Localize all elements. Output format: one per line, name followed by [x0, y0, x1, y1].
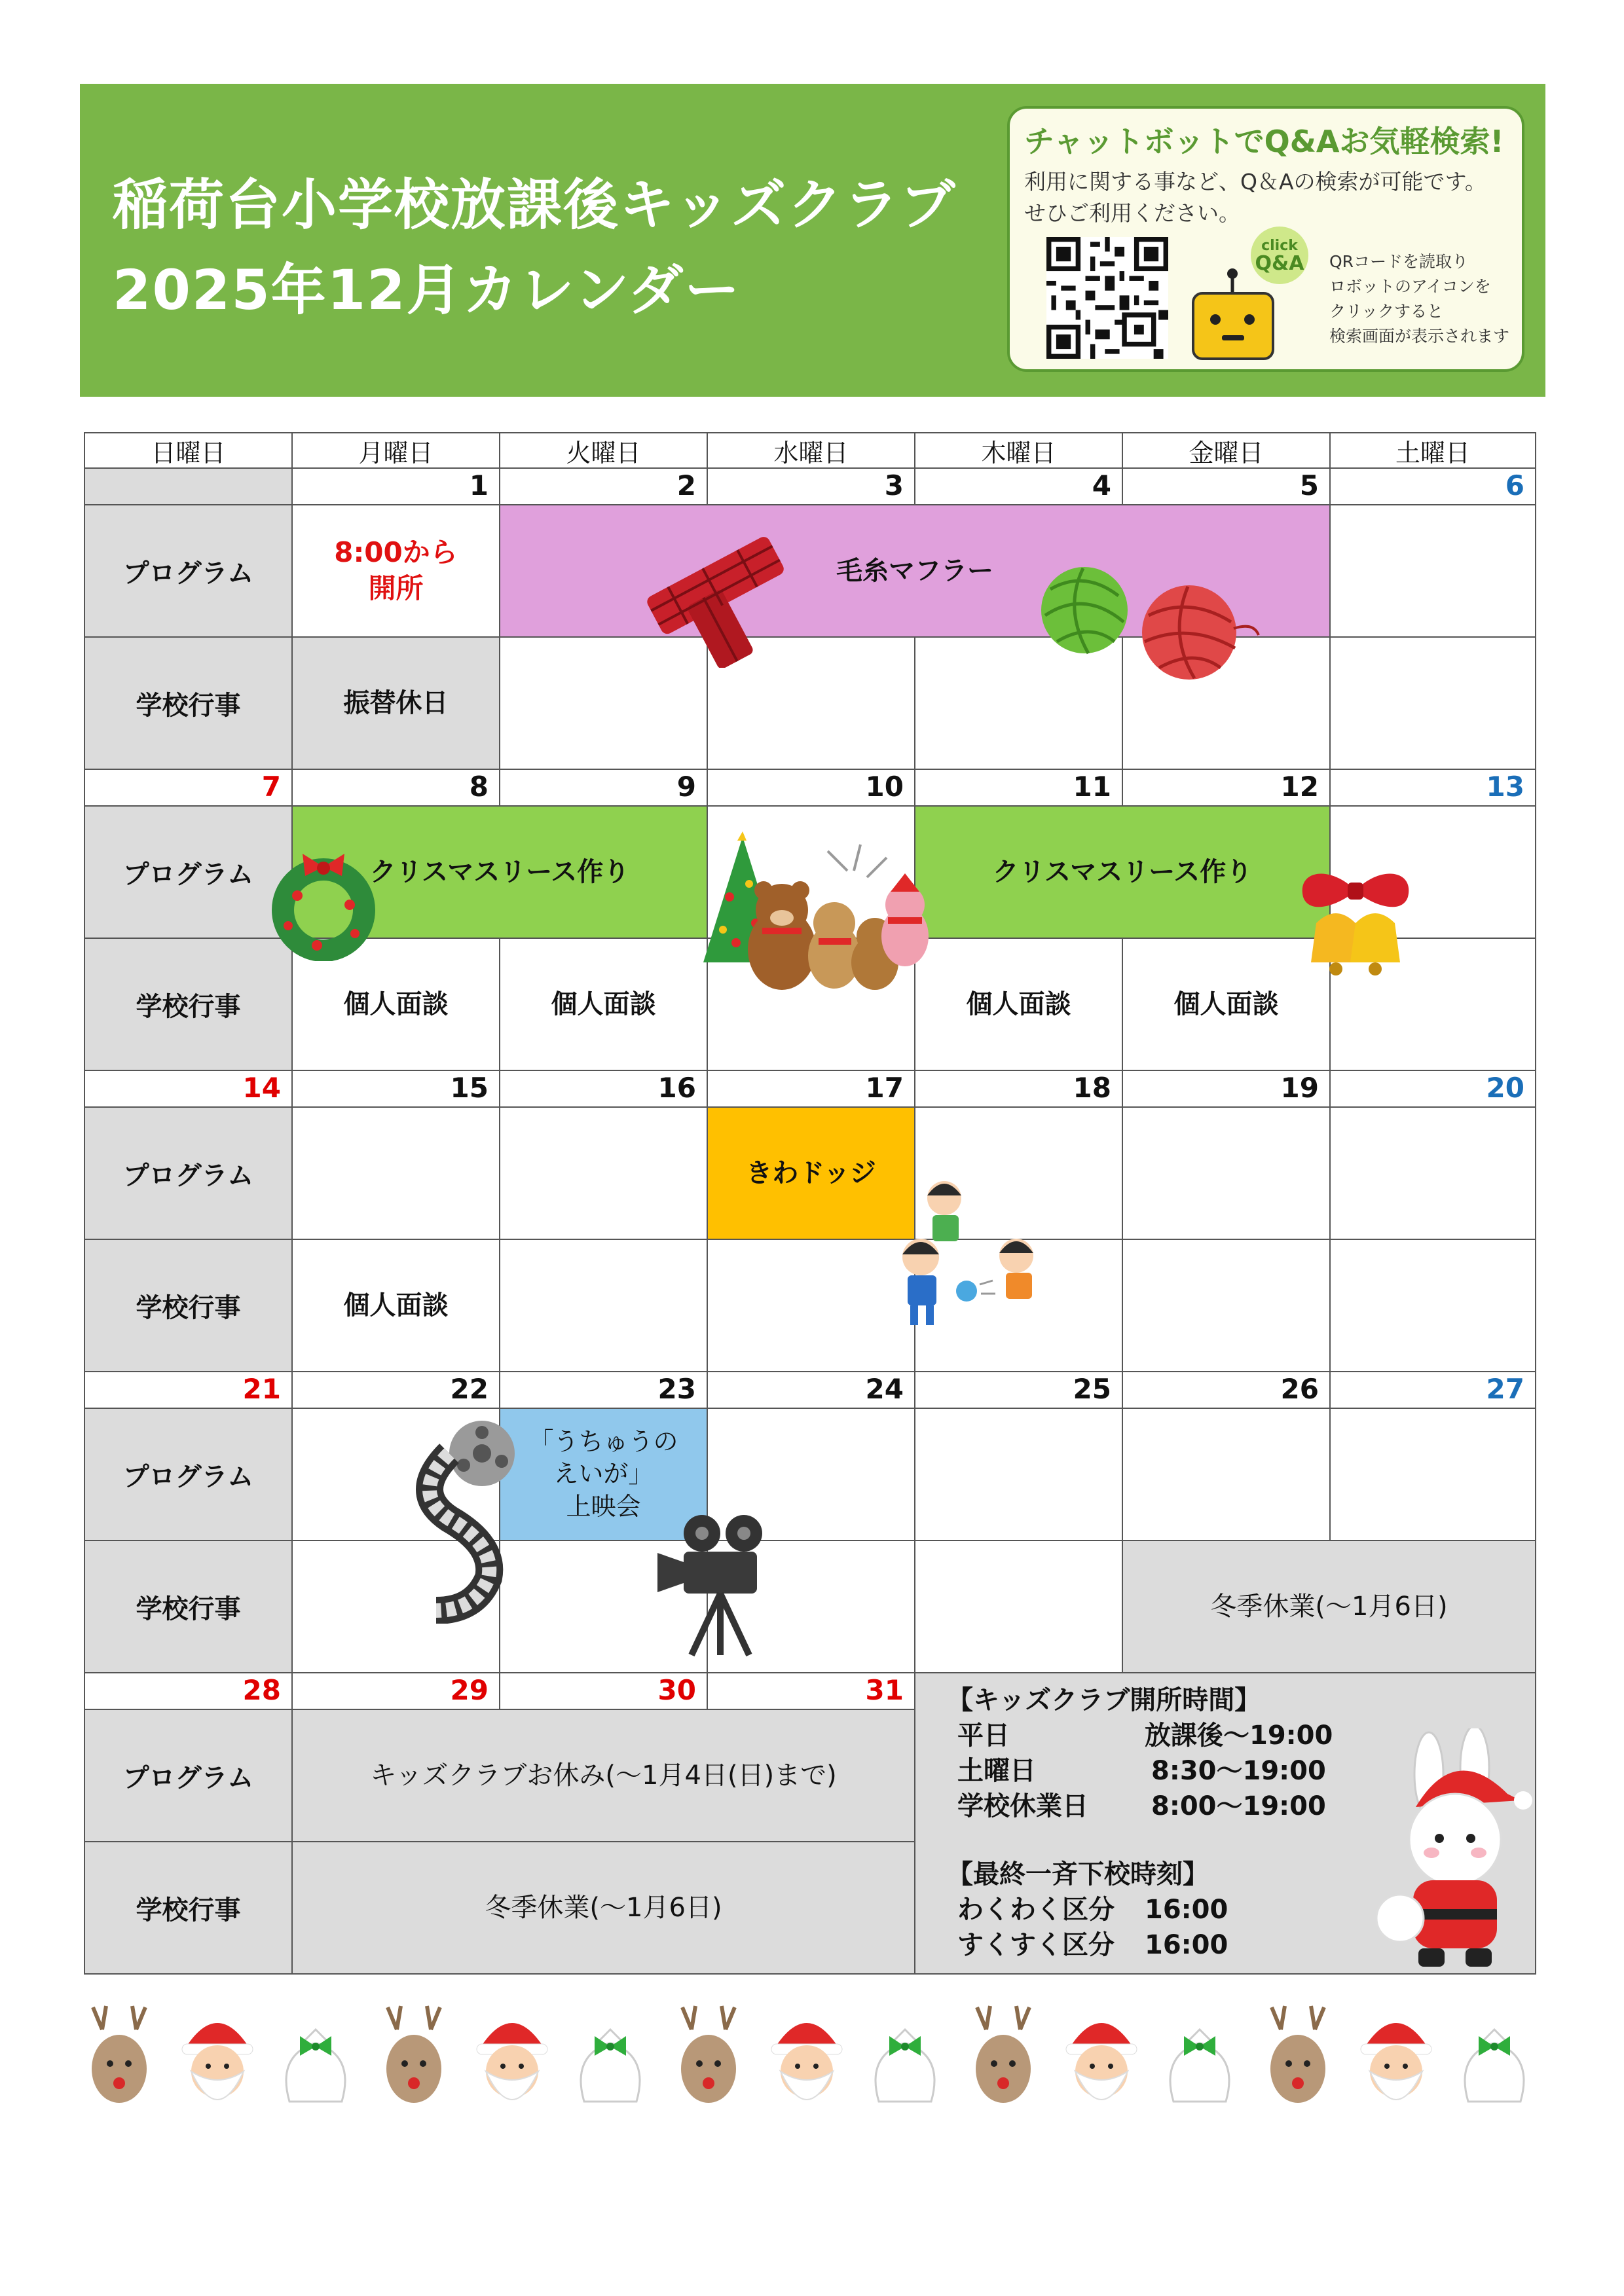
event-interview: 個人面談	[291, 938, 500, 1071]
dismissal-value-sukusuku: 16:00	[1145, 1930, 1228, 1960]
date-5: 5	[1122, 467, 1331, 505]
row-label-school: 学校行事	[84, 1540, 293, 1673]
date-27: 27	[1329, 1371, 1536, 1409]
movie-camera-icon	[652, 1514, 783, 1658]
date-1: 1	[291, 467, 500, 505]
date-24: 24	[707, 1371, 915, 1409]
school-cell-empty	[707, 1239, 915, 1372]
event-interview: 個人面談	[499, 938, 708, 1071]
program-cell-empty	[1329, 1408, 1536, 1541]
date-17: 17	[707, 1070, 915, 1108]
footer-decoration	[80, 2003, 1534, 2115]
scarf-icon	[646, 524, 796, 668]
school-cell-empty	[1122, 1239, 1331, 1372]
event-substitute-holiday: 振替休日	[291, 636, 500, 770]
chatbot-heading: チャットボットでQ&Aお気軽検索!	[1024, 124, 1504, 159]
hours-value-saturday: 8:30〜19:00	[1151, 1756, 1326, 1786]
chatbot-info-box	[1007, 106, 1524, 372]
dodgeball-kids-icon	[895, 1172, 1071, 1336]
date-11: 11	[914, 769, 1123, 807]
event-interview: 個人面談	[291, 1239, 500, 1372]
date-23: 23	[499, 1371, 708, 1409]
header-banner	[80, 84, 1545, 397]
event-movie-screening: 「うちゅうの えいが」 上映会	[499, 1408, 708, 1541]
weekday-tue: 火曜日	[499, 432, 708, 469]
robot-icon[interactable]	[1181, 223, 1325, 365]
reindeer-icon	[92, 2006, 147, 2103]
program-cell-empty	[1122, 1106, 1331, 1240]
date-31: 31	[707, 1672, 915, 1710]
row-label-school: 学校行事	[84, 636, 293, 770]
event-interview: 個人面談	[914, 938, 1123, 1071]
program-cell-empty	[1329, 1106, 1536, 1240]
chatbot-note-2: ロボットのアイコンを	[1329, 277, 1491, 296]
date-14: 14	[84, 1070, 293, 1108]
weekday-fri: 金曜日	[1122, 432, 1331, 469]
date-3: 3	[707, 467, 915, 505]
dismissal-label-wakuwaku: わくわく区分	[957, 1895, 1115, 1925]
weekday-wed: 水曜日	[707, 432, 915, 469]
present-bag-icon	[286, 2030, 345, 2102]
event-winter-break: 冬季休業(〜1月6日)	[1122, 1540, 1536, 1673]
row-label-school: 学校行事	[84, 1841, 293, 1975]
chatbot-note-3: クリックすると	[1329, 302, 1444, 321]
row-label-program: プログラム	[84, 504, 293, 638]
page-title-line2: 2025年12月カレンダー	[113, 258, 741, 322]
date-30: 30	[499, 1672, 708, 1710]
school-cell-empty	[914, 1540, 1123, 1673]
hours-label-school-holiday: 学校休業日	[957, 1791, 1088, 1821]
dismissal-value-wakuwaku: 16:00	[1145, 1895, 1228, 1925]
qr-code-icon[interactable]	[1046, 237, 1168, 359]
row-label-program: プログラム	[84, 1709, 293, 1842]
weekday-mon: 月曜日	[291, 432, 500, 469]
date-22: 22	[291, 1371, 500, 1409]
event-muffler: 毛糸マフラー	[499, 504, 1331, 638]
row-label-school: 学校行事	[84, 1239, 293, 1372]
hours-label-saturday: 土曜日	[957, 1756, 1036, 1786]
hours-value-school-holiday: 8:00〜19:00	[1151, 1791, 1326, 1821]
event-dodgeball: きわドッジ	[707, 1106, 915, 1240]
event-winter-break: 冬季休業(〜1月6日)	[291, 1841, 915, 1975]
date-20: 20	[1329, 1070, 1536, 1108]
date-18: 18	[914, 1070, 1123, 1108]
event-wreath-making: クリスマスリース作り	[291, 805, 708, 939]
bell-ribbon-icon	[1290, 864, 1421, 989]
film-reel-icon	[410, 1414, 541, 1624]
weekday-thu: 木曜日	[914, 432, 1123, 469]
svg-text:Q&A: Q&A	[1255, 252, 1304, 275]
santa-face-icon	[182, 2023, 253, 2100]
date-4: 4	[914, 467, 1123, 505]
hours-label-weekday: 平日	[957, 1721, 1010, 1751]
date-28: 28	[84, 1672, 293, 1710]
weekday-sat: 土曜日	[1329, 432, 1536, 469]
date-6: 6	[1329, 467, 1536, 505]
chatbot-desc-line1: 利用に関する事など、Q＆Aの検索が可能です。	[1024, 169, 1486, 194]
row-label-program: プログラム	[84, 1106, 293, 1240]
row-label-program: プログラム	[84, 805, 293, 939]
chatbot-desc-line2: せひご利用ください。	[1024, 200, 1240, 226]
date-25: 25	[914, 1371, 1123, 1409]
date-7: 7	[84, 769, 293, 807]
date-cell-empty	[84, 467, 293, 505]
date-15: 15	[291, 1070, 500, 1108]
date-2: 2	[499, 467, 708, 505]
school-cell-empty	[1329, 636, 1536, 770]
svg-text:click: click	[1261, 238, 1298, 254]
chatbot-note-4: 検索画面が表示されます	[1329, 327, 1510, 346]
date-26: 26	[1122, 1371, 1331, 1409]
chatbot-note-1: QRコードを読取り	[1329, 252, 1469, 271]
program-cell-empty	[1122, 1408, 1331, 1541]
page-title-line1: 稲荷台小学校放課後キッズクラブ	[113, 173, 957, 237]
school-cell-empty	[1329, 1239, 1536, 1372]
program-cell-empty	[914, 1408, 1123, 1541]
date-13: 13	[1329, 769, 1536, 807]
school-cell-empty	[499, 1239, 708, 1372]
wreath-icon	[271, 850, 376, 961]
date-12: 12	[1122, 769, 1331, 807]
event-interview: 個人面談	[1122, 938, 1331, 1071]
event-open-time: 8:00から 開所	[291, 504, 500, 638]
dismissal-label-sukusuku: すくすく区分	[957, 1930, 1115, 1960]
calendar-grid	[84, 432, 1536, 1981]
date-16: 16	[499, 1070, 708, 1108]
dismissal-title: 【最終一斉下校時刻】	[947, 1859, 1209, 1889]
hours-value-weekday: 放課後〜19:00	[1145, 1721, 1333, 1751]
hours-title: 【キッズクラブ開所時間】	[947, 1685, 1261, 1715]
program-cell-empty	[499, 1106, 708, 1240]
yarn-ball-icon	[1037, 563, 1260, 687]
event-club-closed: キッズクラブお休み(〜1月4日(日)まで)	[291, 1709, 915, 1842]
date-9: 9	[499, 769, 708, 807]
date-29: 29	[291, 1672, 500, 1710]
date-21: 21	[84, 1371, 293, 1409]
program-cell-empty	[1329, 504, 1536, 638]
date-10: 10	[707, 769, 915, 807]
row-label-program: プログラム	[84, 1408, 293, 1541]
santa-rabbit-icon	[1376, 1728, 1534, 1977]
weekday-sun: 日曜日	[84, 432, 293, 469]
event-wreath-making: クリスマスリース作り	[914, 805, 1331, 939]
christmas-tree-animals-icon	[697, 831, 939, 1008]
date-19: 19	[1122, 1070, 1331, 1108]
program-cell-empty	[291, 1106, 500, 1240]
date-8: 8	[291, 769, 500, 807]
row-label-school: 学校行事	[84, 938, 293, 1071]
